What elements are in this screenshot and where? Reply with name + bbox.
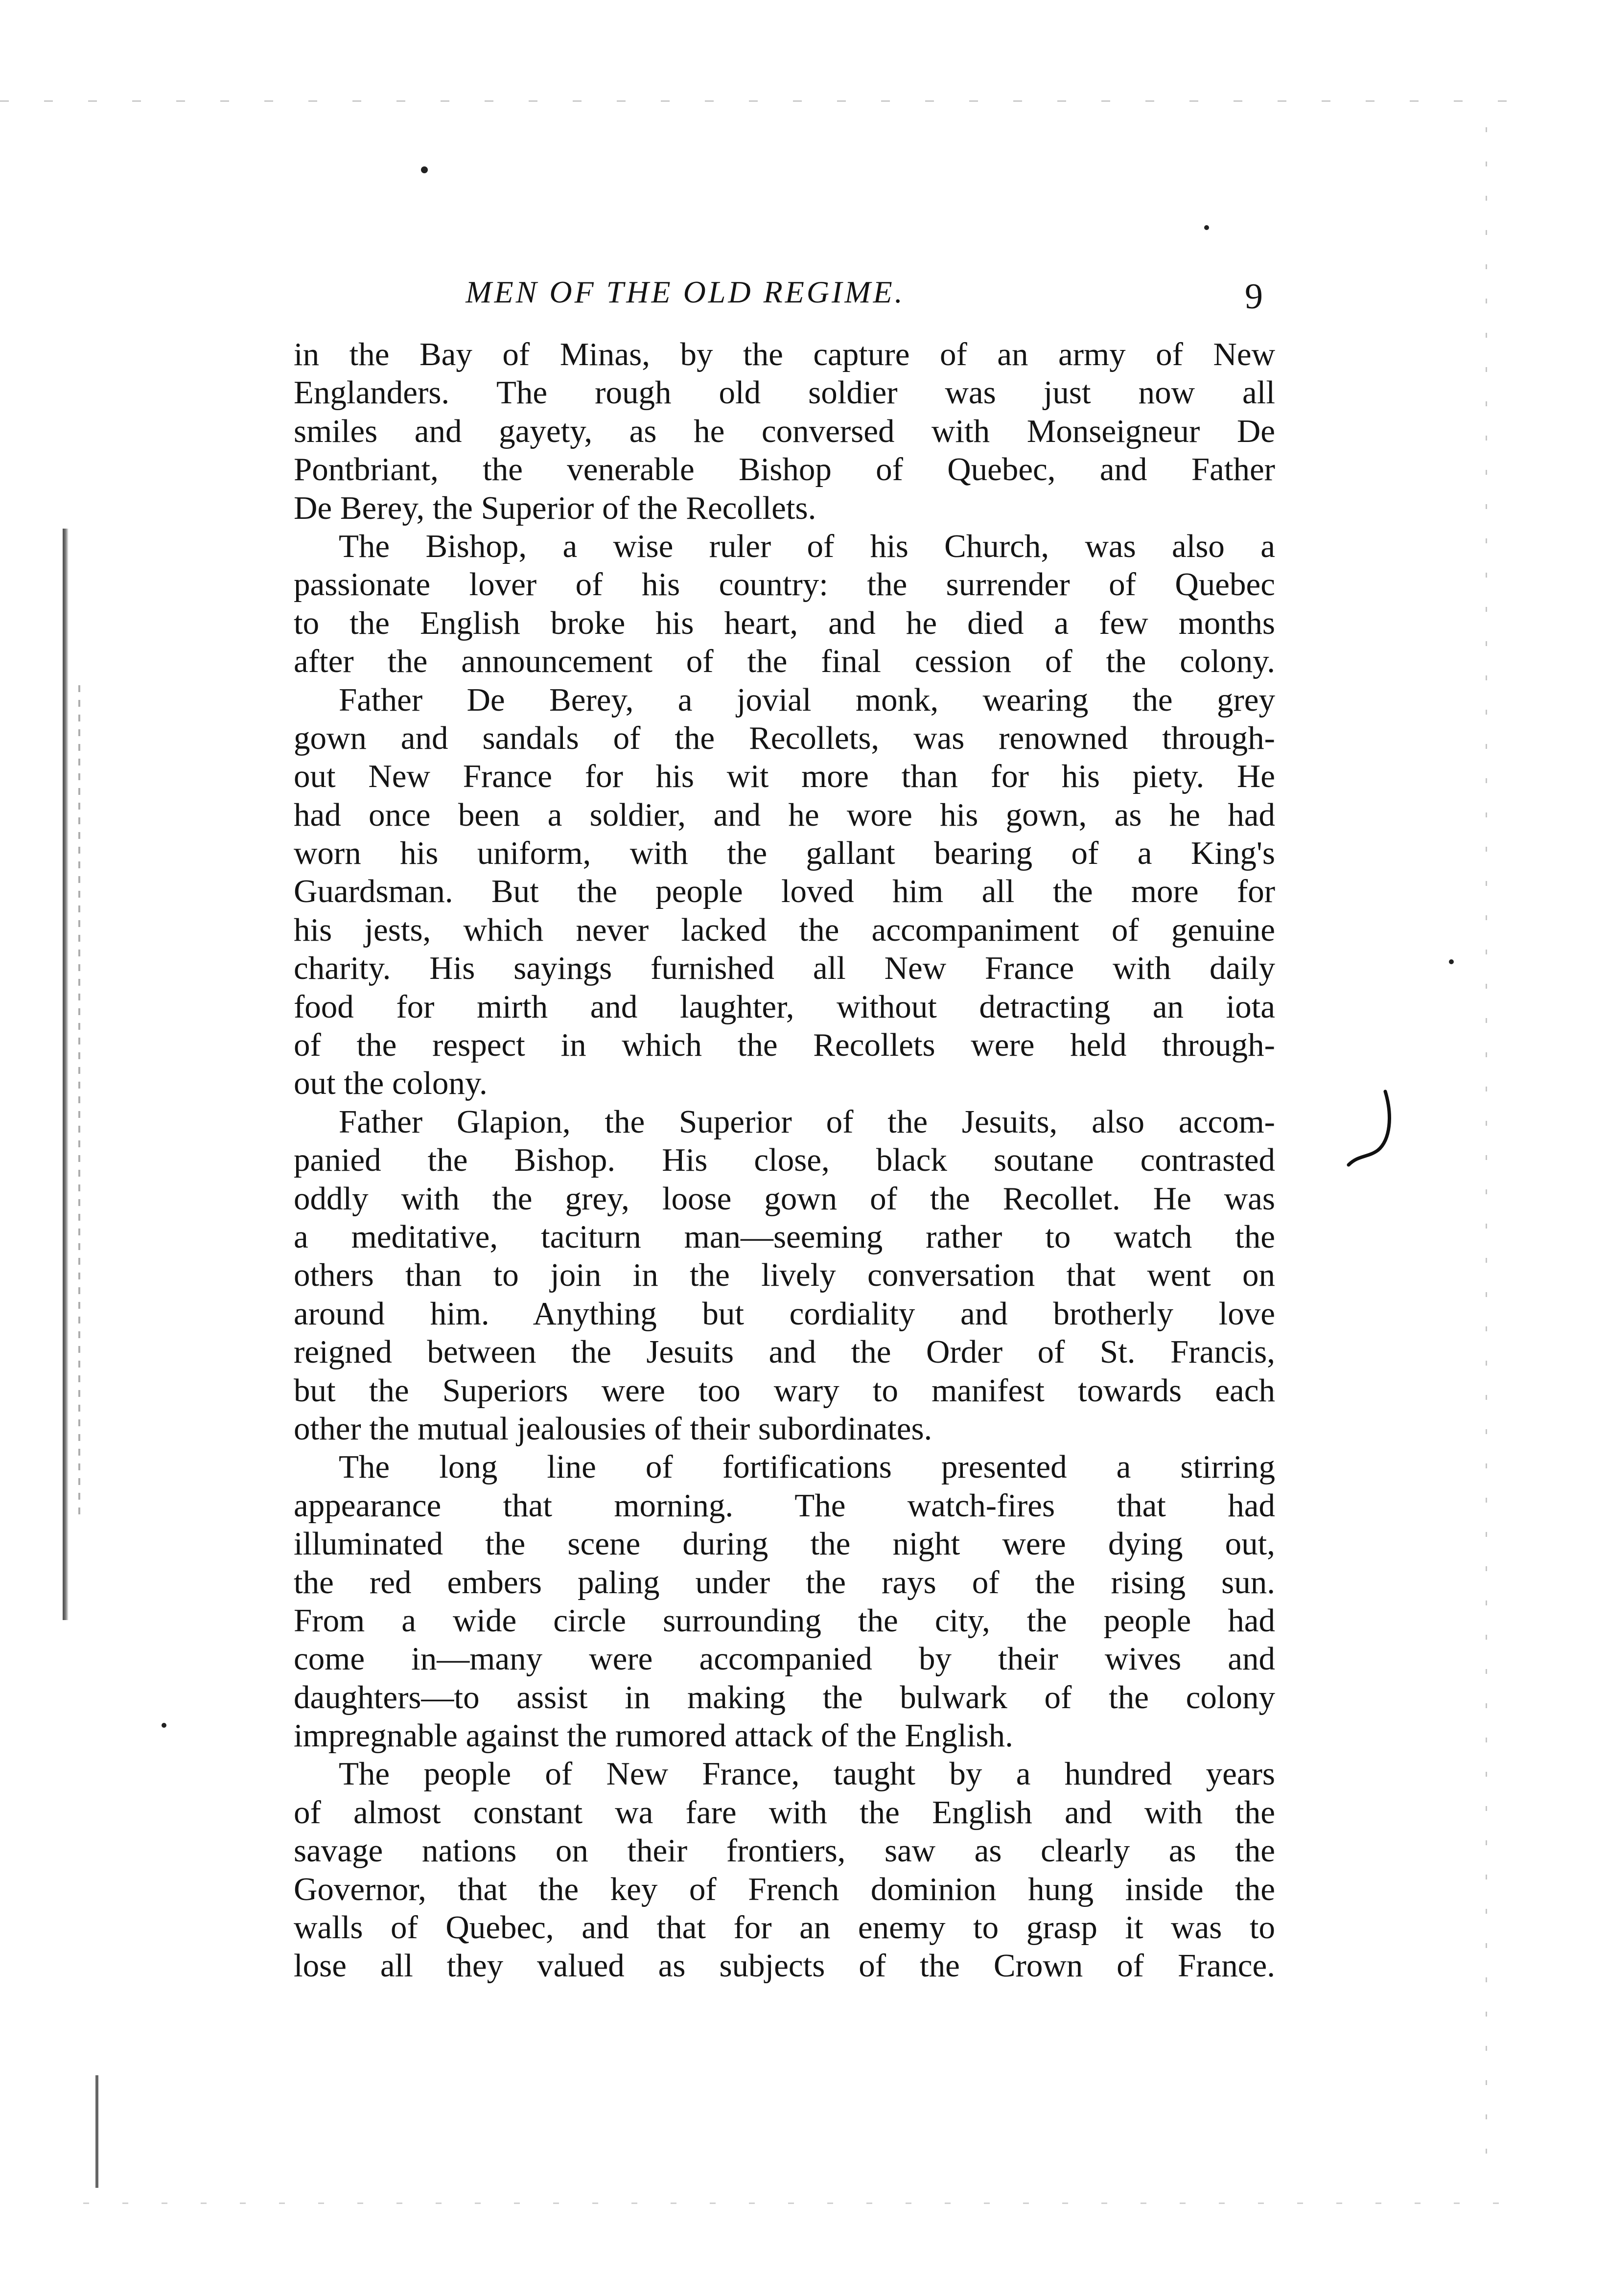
text-line: worn his uniform, with the gallant bearing of a King's xyxy=(294,835,1275,872)
body-text xyxy=(294,335,1275,1985)
text-line: to the English broke his heart, and he died a few months xyxy=(294,604,1275,641)
text-line: after the announcement of the final cession of the colony. xyxy=(294,643,1275,680)
paragraph xyxy=(294,1103,1275,1448)
text-line: smiles and gayety, as he conversed with Monseigneur De xyxy=(294,413,1275,449)
text-line: lose all they valued as subjects of the Crown of France. xyxy=(294,1948,1275,1984)
paragraph xyxy=(294,1448,1275,1755)
text-line: passionate lover of his country: the surrender of Quebec xyxy=(294,566,1275,603)
page-header xyxy=(294,264,1282,323)
running-title: MEN OF THE OLD REGIME. xyxy=(466,275,905,309)
text-line: food for mirth and laughter, without detracting an iota xyxy=(294,988,1275,1025)
text-line: The Bishop, a wise ruler of his Church, was also a xyxy=(339,528,1275,564)
scan-edge-bottom xyxy=(83,2203,1527,2204)
paragraph xyxy=(294,681,1275,1103)
text-line: daughters—to assist in making the bulwark of the colony xyxy=(294,1679,1275,1716)
text-line: The long line of fortifications presented a stirring xyxy=(339,1449,1275,1485)
text-line: others than to join in the lively conversation that went on xyxy=(294,1257,1275,1294)
text-line: Governor, that the key of French dominion hung inside the xyxy=(294,1871,1275,1907)
scan-edge-right xyxy=(1486,127,1487,2158)
text-line: savage nations on their frontiers, saw as clearly as the xyxy=(294,1832,1275,1869)
text-line: of almost constant wa fare with the English and with the xyxy=(294,1794,1275,1831)
text-line: Father De Berey, a jovial monk, wearing the grey xyxy=(339,681,1275,718)
scan-speck xyxy=(1449,959,1454,964)
text-line: oddly with the grey, loose gown of the Recollet. He was xyxy=(294,1180,1275,1217)
scan-speck xyxy=(162,1723,166,1728)
text-line: appearance that morning. The watch-fires that had xyxy=(294,1487,1275,1524)
margin-pen-mark xyxy=(1339,1087,1397,1184)
paragraph xyxy=(294,527,1275,681)
paragraph xyxy=(294,335,1275,527)
scan-edge-top xyxy=(0,100,1542,102)
text-line: impregnable against the rumored attack of the English. xyxy=(294,1717,1013,1754)
text-line: walls of Quebec, and that for an enemy to grasp it was to xyxy=(294,1909,1275,1946)
text-line: From a wide circle surrounding the city, the people had xyxy=(294,1602,1275,1639)
text-line: illuminated the scene during the night were dying out, xyxy=(294,1526,1275,1562)
text-line: come in—many were accompanied by their wives and xyxy=(294,1641,1275,1677)
text-line: the red embers paling under the rays of the rising sun. xyxy=(294,1564,1275,1600)
text-line: reigned between the Jesuits and the Order of St. Francis, xyxy=(294,1334,1275,1370)
text-line: De Berey, the Superior of the Recollets. xyxy=(294,489,816,526)
text-line: but the Superiors were too wary to manifest towards each xyxy=(294,1372,1275,1409)
text-line: in the Bay of Minas, by the capture of an army of New xyxy=(294,336,1275,372)
text-line: Pontbriant, the venerable Bishop of Quebec, and Father xyxy=(294,451,1275,488)
text-line: charity. His sayings furnished all New France with daily xyxy=(294,950,1275,987)
text-line: Guardsman. But the people loved him all the more for xyxy=(294,873,1275,910)
text-line: Father Glapion, the Superior of the Jesuits, also accom- xyxy=(339,1103,1275,1140)
text-line: out the colony. xyxy=(294,1065,488,1102)
text-line: his jests, which never lacked the accompaniment of genuine xyxy=(294,911,1275,948)
scan-speck xyxy=(421,166,428,173)
text-line: a meditative, taciturn man—seeming rather to watch the xyxy=(294,1218,1275,1255)
scan-speck xyxy=(1204,225,1209,230)
paragraph xyxy=(294,1755,1275,1985)
scan-edge-left-dashes xyxy=(78,685,80,1517)
text-line: had once been a soldier, and he wore his gown, as he had xyxy=(294,796,1275,833)
scan-edge-left xyxy=(63,529,69,1620)
scan-edge-left-bottom xyxy=(95,2075,98,2188)
text-line: panied the Bishop. His close, black soutane contrasted xyxy=(294,1142,1275,1179)
text-line: Englanders. The rough old soldier was just now all xyxy=(294,374,1275,411)
page-number: 9 xyxy=(1245,277,1263,317)
text-line: The people of New France, taught by a hundred years xyxy=(339,1756,1275,1792)
text-line: of the respect in which the Recollets were held through- xyxy=(294,1027,1275,1064)
text-line: around him. Anything but cordiality and brotherly love xyxy=(294,1295,1275,1332)
text-line: out New France for his wit more than for his piety. He xyxy=(294,758,1275,795)
text-line: gown and sandals of the Recollets, was renowned through- xyxy=(294,719,1275,756)
text-line: other the mutual jealousies of their subordinates. xyxy=(294,1410,932,1447)
